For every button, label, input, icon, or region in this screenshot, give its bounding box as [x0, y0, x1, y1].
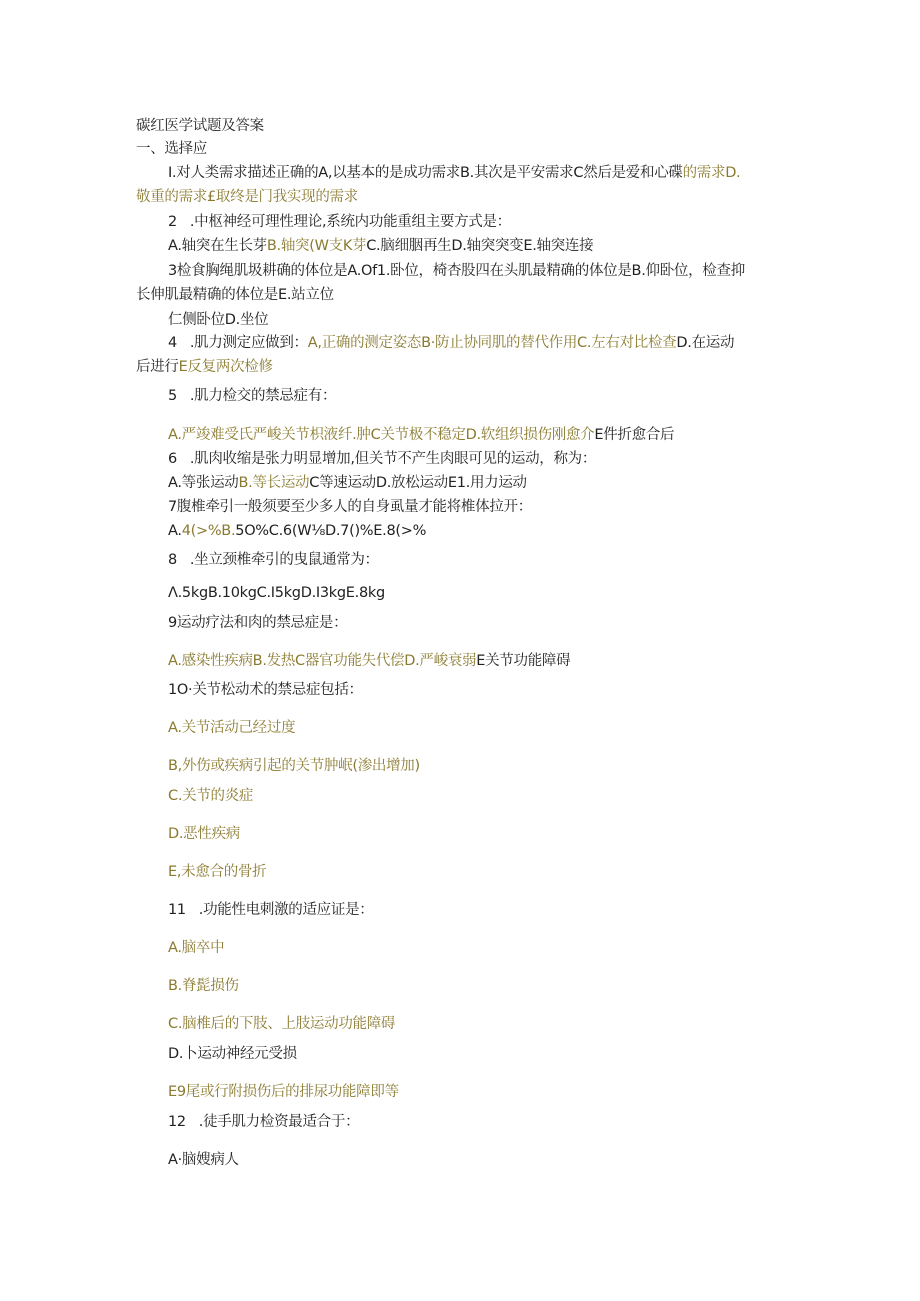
- q6-stem: 6 .肌肉收缩是张力明显增加,但关节不产生肉眼可见的运动，称为：: [168, 451, 597, 467]
- q8-stem: 8 .坐立颈椎牵引的曳鼠通常为：: [168, 552, 379, 568]
- q2-option-rest: C.脑细胭再生D.轴突突变E.轴突连接: [366, 238, 594, 254]
- q6-option-rest: C等速运动D.放松运动E1.用力运动: [309, 475, 527, 491]
- q6-option-a: A.等张运动: [168, 475, 239, 491]
- q3-line-3: 仁侧卧位D.坐位: [168, 312, 269, 328]
- q9-stem: 9运动疗法和肉的禁忌症是：: [168, 615, 348, 631]
- q5-options: [168, 425, 800, 445]
- q11-option-b: B.脊髭损伤: [168, 978, 239, 994]
- section-heading: 一、选择应: [136, 141, 207, 157]
- q9-option-e: E关节功能障碍: [476, 653, 571, 669]
- document-title: 碳红医学试题及答案: [136, 118, 264, 134]
- q10-option-c: C.关节的炎症: [168, 788, 254, 804]
- q3-line-1: 3检食胸绳肌圾耕确的体位是A.Of1.卧位，椅杏股四在头肌最精确的体位是B.仰卧位，检查抑: [168, 263, 745, 279]
- q7-option-a-label: A.: [168, 523, 182, 539]
- q6-option-b-answer: B.等长运动: [238, 475, 310, 491]
- q7-option-rest: 5O%C.6(W⅛D.7()%E.8(>%: [235, 523, 427, 539]
- q4-continuation: 后进行: [136, 359, 179, 375]
- q10-option-d: D.恶性疾病: [168, 826, 240, 842]
- q9-options-answer: A.感染性疾病B.发热C器官功能失代偿D.严峻衰弱: [168, 653, 477, 669]
- q4-option-e-answer: E反复两次检修: [178, 359, 273, 375]
- q11-option-d: D.卜运动神经元受损: [168, 1046, 297, 1062]
- q3-line-2: 长伸肌最精确的体位是E.站立位: [136, 287, 334, 303]
- q11-option-e: E9尾或行附损伤后的排尿功能障即等: [168, 1084, 399, 1100]
- q4-line-1: [168, 333, 800, 353]
- q1-line-2: 敬重的需求£取终是门我实现的需求: [136, 189, 358, 205]
- q2-options: [168, 236, 800, 256]
- q7-options: [168, 521, 800, 541]
- q1-text: I.对人类需求描述正确的A,以基本的是成功需求B.其次是平安需求C然后是爱和心碟: [168, 165, 683, 181]
- q12-stem: 12 .徒手肌力检资最适合于：: [168, 1114, 360, 1130]
- q7-stem: 7腹椎牵引一般须要至少多人的自身虱量才能将椎体拉开：: [168, 499, 532, 515]
- q5-options-answer: A.严竣难受氏严峻关节枳液纤.肿C关节极不稳定D.软组织损伤刚愈介: [168, 427, 595, 443]
- q10-stem: 1O·关节松动术的禁忌症包括：: [168, 682, 363, 698]
- q10-option-b: B,外伤或疾病引起的关节肿岷(渗出增加): [168, 758, 420, 774]
- q10-option-a: A.关节活动己经过度: [168, 720, 296, 736]
- q11-option-a: A.脑卒中: [168, 940, 225, 956]
- q2-stem: 2 .中枢神经可理性理论,系统内功能重组主要方式是：: [168, 214, 511, 230]
- q1-line-1: [168, 163, 800, 183]
- q4-stem: 4 .肌力测定应做到：: [168, 335, 308, 351]
- q7-option-a-answer: 4(>%B.: [181, 523, 236, 539]
- q4-line-2: [136, 357, 800, 377]
- q11-option-c: C.脑椎后的下肢、上肢运动功能障碍: [168, 1016, 396, 1032]
- q11-stem: 11 .功能性电刺激的适应证是：: [168, 902, 374, 918]
- q4-options-answer: A,正确的测定姿态B·防止协同肌的替代作用C.左右对比检查: [307, 335, 677, 351]
- q5-stem: 5 .肌力检交的禁忌症有：: [168, 388, 337, 404]
- q5-option-e: E件折愈合后: [594, 427, 675, 443]
- q4-option-d: D.在运动: [676, 335, 735, 351]
- q2-option-a: A.轴突在生长芽: [168, 238, 267, 254]
- q6-options: [168, 473, 800, 493]
- q10-option-e: E,未愈合的骨折: [168, 864, 267, 880]
- q2-option-b-answer: B.轴突(W支K芽: [266, 238, 367, 254]
- q1-answer-fragment: 的需求D.: [682, 165, 741, 181]
- q12-option-a: A·脑嫂病人: [168, 1152, 239, 1168]
- q9-options: [168, 651, 800, 671]
- q8-options: Λ.5kgB.10kgC.I5kgD.I3kgE.8kg: [168, 585, 385, 601]
